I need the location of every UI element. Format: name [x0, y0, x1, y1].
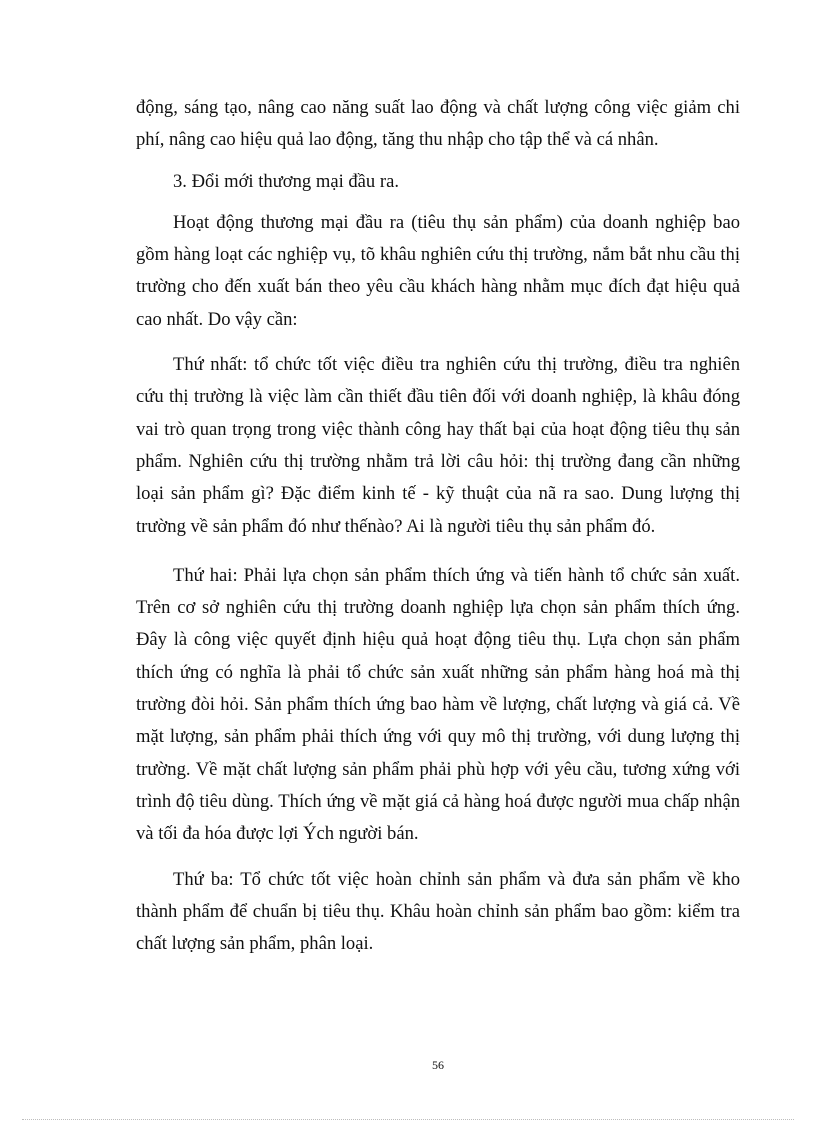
section-heading: 3. Đổi mới thương mại đầu ra. [173, 170, 399, 192]
paragraph-continuation: động, sáng tạo, nâng cao năng suất lao động và chất lượng công việc giảm chi phí, nâng cao hiệu quả lao động, tăng thu nhập cho tập thể và cá nhân. [136, 97, 740, 151]
paragraph-first-point: Thứ nhất: tổ chức tốt việc điều tra nghiên cứu thị trường, điều tra nghiên cứu thị trường là việc làm cần thiết đầu tiên đối với doanh nghiệp, là khâu đóng vai trò quan trọng trong việc thành công hay thất bại của hoạt động tiêu thụ sản phẩm. Nghiên cứu thị trường nhằm trả lời câu hỏi: thị trường đang cần những loại sản phẩm gì? Đặc điểm kinh tế - kỹ thuật của nã ra sao. Dung lượng thị trường về sản phẩm đó như thếnào? Ai là người tiêu thụ sản phẩm đó. [136, 354, 740, 537]
page-number: 56 [432, 1058, 444, 1072]
document-body [136, 92, 740, 960]
paragraph-third-point: Thứ ba: Tổ chức tốt việc hoàn chỉnh sản phẩm và đưa sản phẩm về kho thành phẩm để chuẩn bị tiêu thụ. Khâu hoàn chỉnh sản phẩm bao gồm: kiểm tra chất lượng sản phẩm, phân loại. [136, 868, 740, 955]
paragraph-second-point: Thứ hai: Phải lựa chọn sản phẩm thích ứng và tiến hành tổ chức sản xuất. Trên cơ sở nghiên cứu thị trường doanh nghiệp lựa chọn sản phẩm thích ứng. Đây là công việc quyết định hiệu quả hoạt động tiêu thụ. Lựa chọn sản phẩm thích ứng có nghĩa là phải tổ chức sản xuất những sản phẩm hàng hoá mà thị trường đòi hỏi. Sản phẩm thích ứng bao hàm về lượng, chất lượng và giá cả. Về mặt lượng, sản phẩm phải thích ứng với quy mô thị trường, với dung lượng thị trường. Về mặt chất lượng sản phẩm phải phù hợp với yêu cầu, tương xứng với trình độ tiêu dùng. Thích ứng về mặt giá cả hàng hoá được người mua chấp nhận và tối đa hóa được lợi Ých người bán. [136, 564, 740, 845]
page-bottom-rule [22, 1119, 794, 1120]
paragraph-intro: Hoạt động thương mại đầu ra (tiêu thụ sản phẩm) của doanh nghiệp bao gồm hàng loạt các nghiệp vụ, tõ khâu nghiên cứu thị trường, nắm bắt nhu cầu thị trường cho đến xuất bán theo yêu cầu khách hàng nhằm mục đích đạt hiệu quả cao nhất. Do vậy cần: [136, 211, 740, 330]
